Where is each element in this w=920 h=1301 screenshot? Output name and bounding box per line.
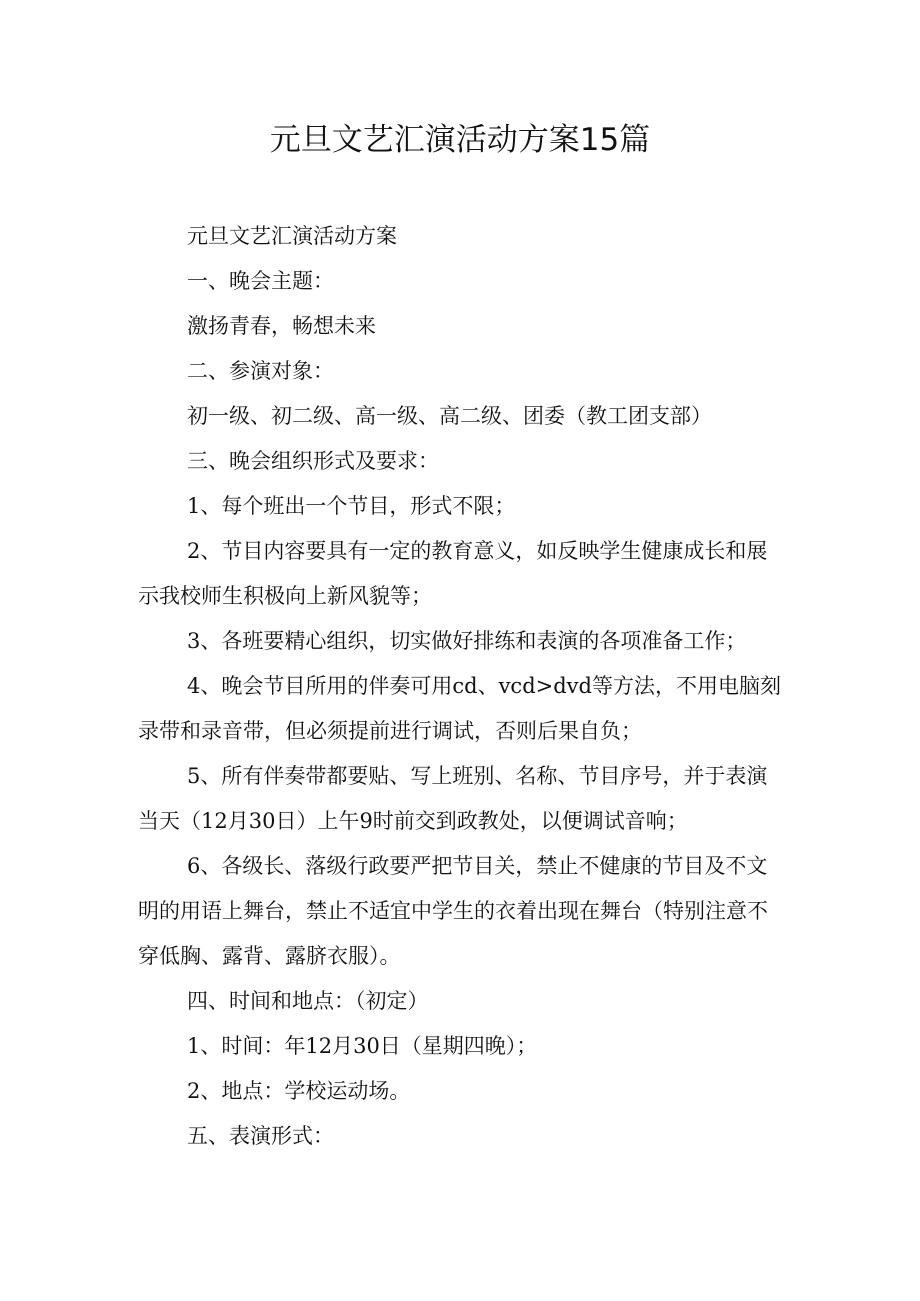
paragraph-subtitle: 元旦文艺汇演活动方案 [187, 224, 397, 248]
paragraph-participants: 初一级、初二级、高一级、高二级、团委（教工团支部） [187, 404, 712, 428]
paragraph-requirement-1: 1、每个班出一个节目，形式不限； [187, 494, 516, 518]
paragraph-section-2-heading: 二、参演对象： [187, 359, 334, 383]
paragraph-theme: 激扬青春，畅想未来 [187, 314, 376, 338]
paragraph-section-3-heading: 三、晚会组织形式及要求： [187, 449, 439, 473]
paragraph-requirement-5: 5、所有伴奏带都要贴、写上班别、名称、节目序号，并于表演当天（12月30日）上午9时前交到政教处，以便调试音响； [138, 764, 768, 833]
paragraph-requirement-4: 4、晚会节目所用的伴奏可用cd、vcd>dvd等方法，不用电脑刻录带和录音带，但必须提前进行调试，否则后果自负； [138, 674, 781, 743]
document-body [138, 214, 788, 1159]
paragraph-section-1-heading: 一、晚会主题： [187, 269, 334, 293]
paragraph-section-5-heading: 五、表演形式： [187, 1124, 334, 1148]
paragraph-requirement-3: 3、各班要精心组织，切实做好排练和表演的各项准备工作； [187, 629, 747, 653]
paragraph-requirement-2: 2、节目内容要具有一定的教育意义，如反映学生健康成长和展示我校师生积极向上新风貌等； [138, 539, 768, 608]
paragraph-time: 1、时间：年12月30日（星期四晚）； [187, 1034, 538, 1058]
paragraph-location: 2、地点：学校运动场。 [187, 1079, 411, 1103]
paragraph-section-4-heading: 四、时间和地点：（初定） [187, 989, 429, 1013]
document-title: 元旦文艺汇演活动方案15篇 [269, 122, 651, 158]
paragraph-requirement-6: 6、各级长、落级行政要严把节目关，禁止不健康的节目及不文明的用语上舞台，禁止不适宜中学生的衣着出现在舞台（特别注意不穿低胸、露背、露脐衣服）。 [138, 854, 768, 968]
